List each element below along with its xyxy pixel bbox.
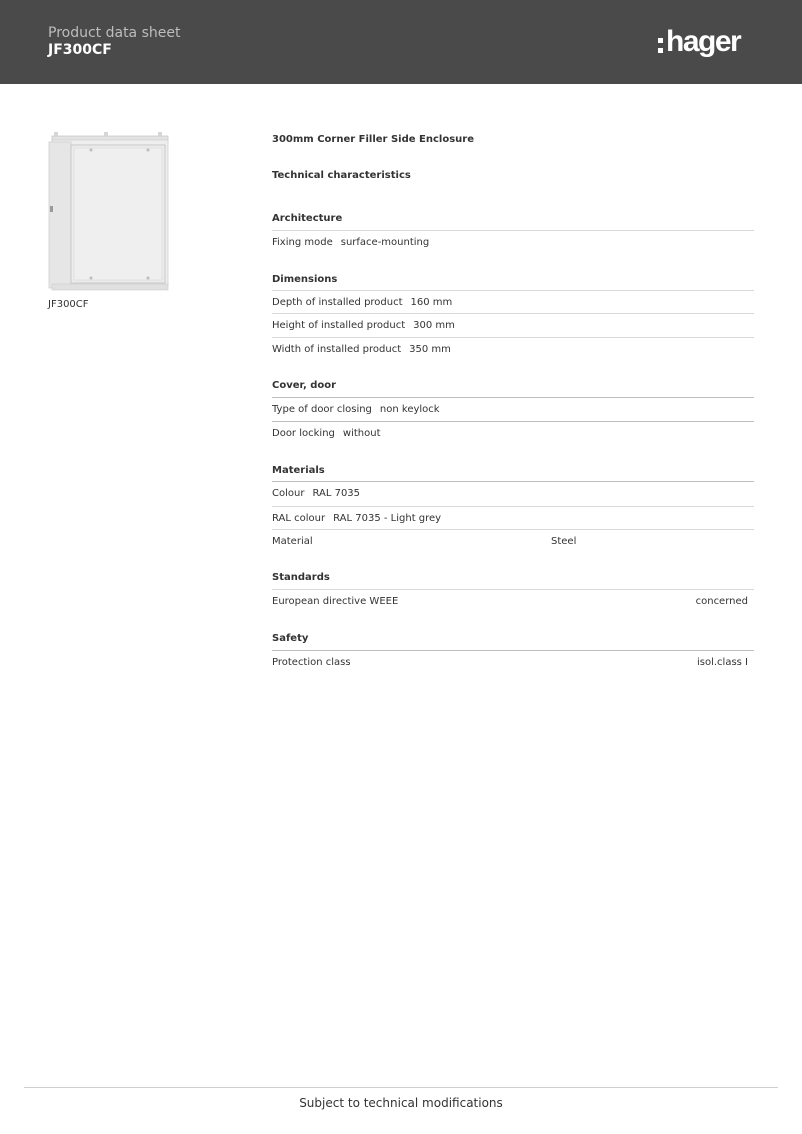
spec-label: Colour — [272, 488, 305, 499]
spec-label: European directive WEEE — [272, 596, 399, 607]
spec-row — [272, 506, 754, 528]
section-title-standards: Standards — [272, 572, 330, 583]
spec-row — [272, 589, 754, 611]
logo-text: hager — [666, 25, 741, 58]
spec-value: non keylock — [379, 404, 440, 415]
spec-value: RAL 7035 - Light grey — [333, 513, 442, 524]
section-title-architecture: Architecture — [272, 213, 343, 224]
spec-value: concerned — [695, 596, 748, 607]
header-product-code: JF300CF — [48, 42, 112, 58]
spec-value: RAL 7035 — [312, 488, 361, 499]
image-caption: JF300CF — [48, 299, 89, 310]
spec-label: Width of installed product — [272, 344, 402, 355]
logo-colon-icon — [658, 38, 663, 53]
spec-row — [272, 290, 754, 312]
section-title-safety: Safety — [272, 633, 309, 644]
spec-value: surface-mounting — [340, 237, 430, 248]
product-title: 300mm Corner Filler Side Enclosure — [272, 134, 474, 145]
hager-logo — [658, 26, 740, 58]
spec-row — [272, 421, 754, 443]
spec-row — [272, 529, 754, 551]
spec-label: Height of installed product — [272, 320, 406, 331]
page-header — [0, 0, 802, 84]
header-subtitle: Product data sheet — [48, 25, 181, 41]
spec-row — [272, 337, 754, 359]
spec-label: Type of door closing — [272, 404, 372, 415]
spec-row — [272, 313, 754, 335]
spec-row — [272, 650, 754, 672]
spec-label: RAL colour — [272, 513, 326, 524]
footer-note: Subject to technical modifications — [299, 1096, 503, 1110]
spec-row — [272, 397, 754, 419]
spec-label: Depth of installed product — [272, 297, 403, 308]
section-title-materials: Materials — [272, 465, 325, 476]
spec-value: isol.class I — [696, 657, 748, 668]
spec-value: 350 mm — [409, 344, 451, 355]
spec-row — [272, 230, 754, 252]
spec-label: Protection class — [272, 657, 351, 668]
section-title-cover-door: Cover, door — [272, 380, 337, 391]
footer-divider — [24, 1087, 778, 1088]
spec-value: 300 mm — [413, 320, 455, 331]
spec-label: Door locking — [272, 428, 335, 439]
spec-value: Steel — [551, 536, 577, 547]
technical-characteristics-heading: Technical characteristics — [272, 170, 411, 181]
spec-value: 160 mm — [410, 297, 453, 308]
section-title-dimensions: Dimensions — [272, 274, 338, 285]
spec-row — [272, 481, 754, 503]
spec-label: Material — [272, 536, 313, 547]
spec-value: without — [342, 428, 381, 439]
product-image — [46, 128, 172, 294]
spec-label: Fixing mode — [272, 237, 333, 248]
